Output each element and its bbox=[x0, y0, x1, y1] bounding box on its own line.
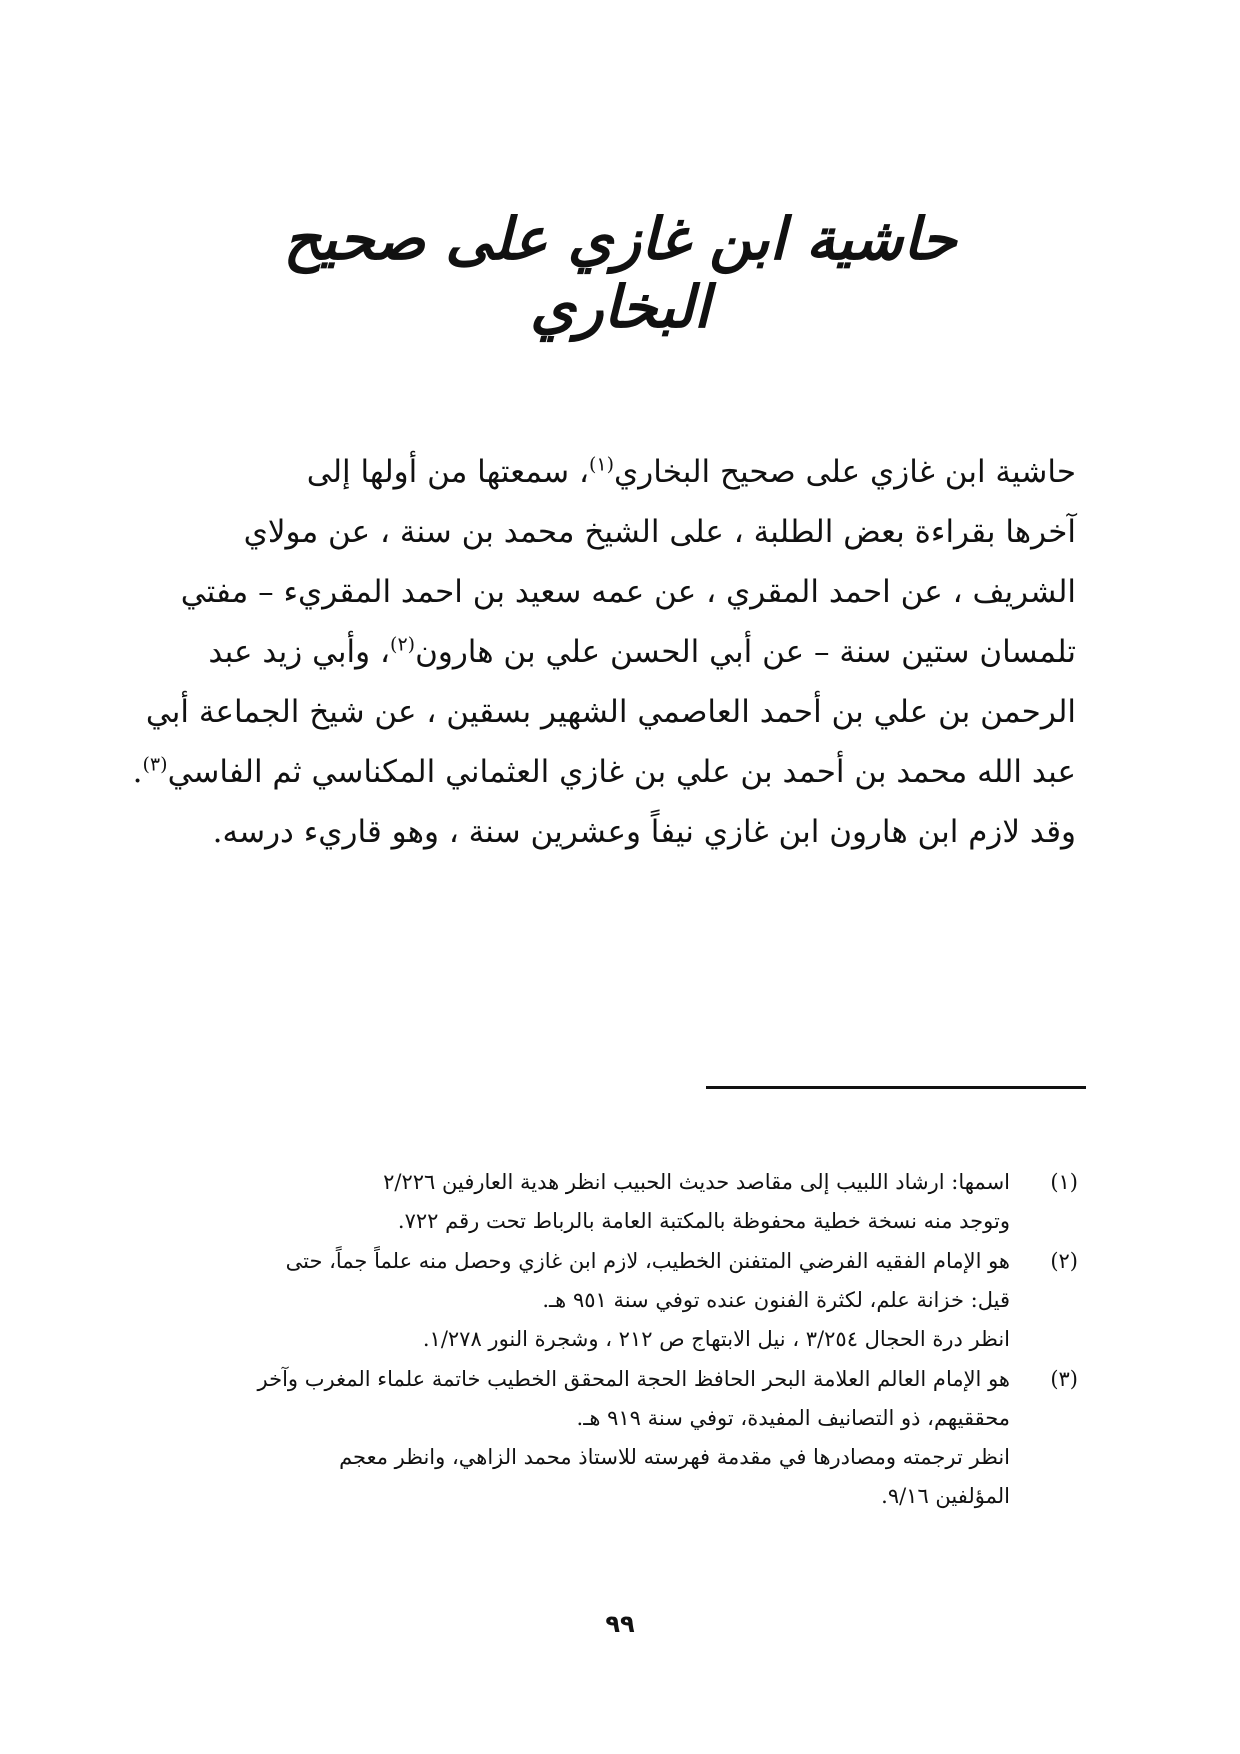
footnote-line: المؤلفين ٩/١٦. bbox=[881, 1484, 1010, 1508]
line-text: ، وأبي زيد عبد bbox=[208, 634, 391, 670]
paragraph-line bbox=[168, 442, 1076, 502]
line-text: آخرها بقراءة بعض الطلبة ، على الشيخ محمد بن سنة ، عن مولاي bbox=[243, 514, 1076, 550]
footnote-ref[interactable]: (٢) bbox=[390, 633, 416, 656]
line-text: تلمسان ستين سنة – عن أبي الحسن علي بن هارون bbox=[415, 634, 1076, 670]
footnote-line: وتوجد منه نسخة خطية محفوظة بالمكتبة العامة بالرباط تحت رقم ٧٢٢. bbox=[397, 1209, 1010, 1233]
footnote-line: اسمها: ارشاد اللبيب إلى مقاصد حديث الحبيب انظر هدية العارفين ٢/٢٢٦ bbox=[383, 1170, 1010, 1194]
line-text: ، سمعتها من أولها إلى bbox=[306, 454, 589, 490]
footnote-line: هو الإمام الفقيه الفرضي المتفنن الخطيب، لازم ابن غازي وحصل منه علماً جماً، حتى bbox=[285, 1249, 1010, 1273]
footnote-number: (٢) bbox=[1050, 1249, 1078, 1273]
paragraph-line bbox=[168, 802, 1076, 862]
footnotes-section bbox=[168, 1163, 1078, 1517]
footnote-item bbox=[168, 1242, 1078, 1359]
line-text: الشريف ، عن احمد المقري ، عن عمه سعيد بن احمد المقريء – مفتي bbox=[180, 574, 1076, 610]
footnote-body bbox=[168, 1242, 1010, 1359]
footnote-line: محققيهم، ذو التصانيف المفيدة، توفي سنة ٩١٩ هـ. bbox=[576, 1406, 1010, 1430]
main-paragraph bbox=[132, 442, 1076, 862]
footnote-ref[interactable]: (١) bbox=[588, 453, 615, 476]
footnote-number: (١) bbox=[1050, 1170, 1078, 1194]
footnote-line: قيل: خزانة علم، لكثرة الفنون عنده توفي سنة ٩٥١ هـ. bbox=[542, 1288, 1010, 1312]
paragraph-line bbox=[168, 562, 1076, 622]
line-text: الرحمن بن علي بن أحمد العاصمي الشهير بسقين ، عن شيخ الجماعة أبي bbox=[145, 694, 1076, 730]
page-number: ٩٩ bbox=[605, 1610, 635, 1638]
footnote-line: انظر درة الحجال ٣/٢٥٤ ، نيل الابتهاج ص ٢١٢ ، وشجرة النور ١/٢٧٨. bbox=[422, 1327, 1010, 1351]
footnote-line: هو الإمام العالم العلامة البحر الحافظ الحجة المحقق الخطيب خاتمة علماء المغرب وآخر bbox=[257, 1367, 1010, 1391]
line-text: عبد الله محمد بن أحمد بن علي بن غازي العثماني المكناسي ثم الفاسي bbox=[167, 754, 1076, 790]
footnote-line: انظر ترجمته ومصادرها في مقدمة فهرسته للاستاذ محمد الزاهي، وانظر معجم bbox=[339, 1445, 1010, 1469]
footnote-separator bbox=[706, 1086, 1086, 1089]
footnote-item bbox=[168, 1360, 1078, 1516]
footnote-body bbox=[168, 1360, 1010, 1516]
page-title: حاشية ابن غازي على صحيح البخاري bbox=[283, 205, 957, 341]
line-text: حاشية ابن غازي على صحيح البخاري bbox=[614, 454, 1076, 490]
paragraph-line bbox=[168, 502, 1076, 562]
footnote-item bbox=[168, 1163, 1078, 1241]
paragraph-line bbox=[132, 742, 1076, 802]
footnote-body bbox=[168, 1163, 1010, 1241]
line-text: . bbox=[132, 754, 143, 790]
footnote-ref[interactable]: (٣) bbox=[142, 753, 168, 776]
paragraph-line bbox=[145, 682, 1076, 742]
paragraph-line bbox=[168, 622, 1076, 682]
line-text: وقد لازم ابن هارون ابن غازي نيفاً وعشرين سنة ، وهو قاريء درسه. bbox=[212, 814, 1076, 850]
footnote-number: (٣) bbox=[1050, 1367, 1078, 1391]
